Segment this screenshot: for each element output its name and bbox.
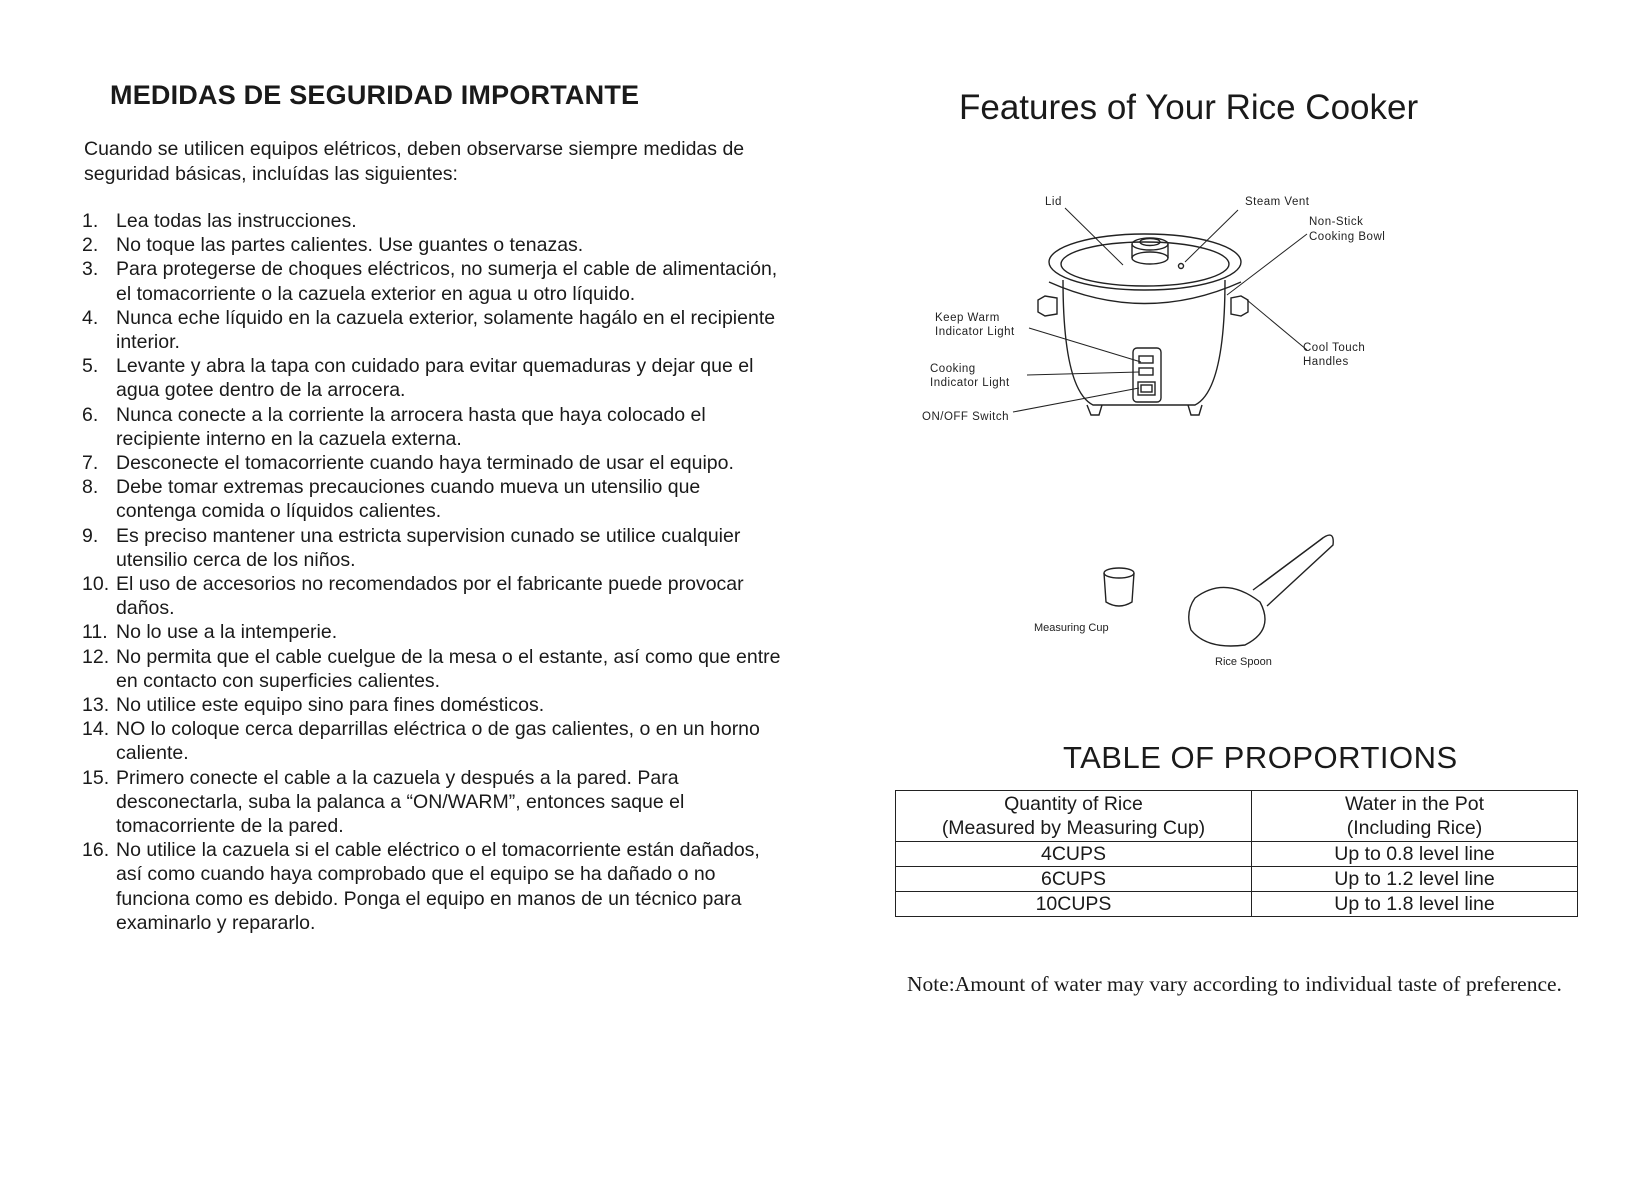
label-rice-spoon: Rice Spoon [1215, 656, 1272, 668]
list-item [82, 209, 782, 233]
list-item-text: NO lo coloque cerca deparrillas eléctrica o de gas calientes, o en un horno caliente. [116, 718, 760, 765]
label-keep-warm-line2: Indicator Light [935, 326, 1015, 338]
list-item [82, 354, 782, 402]
steam-vent [1179, 264, 1184, 269]
rice-spoon [1189, 535, 1333, 646]
list-item-text: Primero conecte el cable a la cazuela y después a la pared. Para desconectarla, suba la palanca a “ON/WARM”, entonces saque el tomacorriente de la pared. [116, 766, 685, 838]
list-item-text: Es preciso mantener una estricta supervision cunado se utilice cualquier utensilio cerca de los niños. [116, 524, 741, 571]
list-item-number: 10. [82, 573, 110, 596]
list-item-text: Para protegerse de choques eléctricos, no sumerja el cable de alimentación, el tomacorriente o la cazuela exterior en agua u otro líquido. [116, 258, 778, 305]
header-quantity-line2: (Measured by Measuring Cup) [941, 817, 1206, 839]
list-item [82, 620, 782, 644]
cell-water: Up to 1.2 level line [1252, 867, 1578, 892]
list-item-text: Levante y abra la tapa con cuidado para evitar quemaduras y dejar que el agua gotee dentro de la arrocera. [116, 355, 754, 402]
list-item-text: Desconecte el tomacorriente cuando haya terminado de usar el equipo. [116, 452, 734, 475]
proportions-table [895, 790, 1578, 917]
header-water-line2: (Including Rice) [1346, 817, 1483, 839]
table-row [896, 842, 1578, 867]
header-water-line1: Water in the Pot [1344, 793, 1485, 815]
handle-right [1231, 296, 1248, 316]
list-item-text: No utilice este equipo sino para fines domésticos. [116, 694, 545, 717]
cell-water: Up to 1.8 level line [1252, 892, 1578, 917]
list-item-number: 16. [82, 839, 110, 862]
list-item [82, 306, 782, 354]
list-item [82, 403, 782, 451]
foot-right [1188, 405, 1202, 415]
list-item-text: No toque las partes calientes. Use guantes o tenazas. [116, 234, 584, 257]
keep-warm-light [1139, 356, 1153, 363]
list-item-number: 1. [82, 210, 99, 232]
table-row [896, 867, 1578, 892]
list-item-number: 11. [82, 621, 108, 644]
cell-water: Up to 0.8 level line [1252, 842, 1578, 867]
table-header-row [896, 791, 1578, 842]
list-item [82, 475, 782, 523]
header-quantity-line1: Quantity of Rice [1004, 793, 1143, 815]
list-item-number: 2. [82, 234, 99, 257]
header-water [1252, 791, 1578, 842]
list-item-text: Nunca eche líquido en la cazuela exterior, solamente hagálo en el recipiente interior. [116, 306, 776, 354]
list-item-number: 13. [82, 694, 110, 717]
list-item-number: 15. [82, 766, 110, 789]
list-item [82, 572, 782, 620]
label-steam-vent: Steam Vent [1245, 196, 1310, 208]
list-item-number: 5. [82, 355, 99, 378]
list-item-number: 4. [82, 306, 99, 329]
label-handles-line1: Cool Touch [1303, 342, 1366, 354]
features-title: Features of Your Rice Cooker [959, 88, 1419, 127]
measuring-cup [1104, 568, 1134, 606]
label-keep-warm-line1: Keep Warm [935, 312, 1000, 324]
list-item [82, 766, 782, 839]
list-item-text: Nunca conecte a la corriente la arrocera hasta que haya colocado el recipiente interno en la cazuela externa. [116, 403, 706, 450]
cell-qty: 6CUPS [896, 867, 1252, 892]
label-switch: ON/OFF Switch [922, 411, 1010, 423]
list-item-text: Debe tomar extremas precauciones cuando mueva un utensilio que contenga comida o líquidos calientes. [116, 476, 701, 523]
list-item [82, 693, 782, 717]
list-item [82, 233, 782, 257]
proportions-title: TABLE OF PROPORTIONS [1063, 740, 1458, 775]
rice-cooker-diagram [895, 0, 1625, 700]
cell-qty: 10CUPS [896, 892, 1252, 917]
list-item-text: No permita que el cable cuelgue de la mesa o el estante, así como que entre en contacto con superficies calientes. [116, 645, 781, 692]
safety-list [82, 209, 782, 935]
label-bowl-line1: Non-Stick [1309, 216, 1364, 228]
list-item [82, 645, 782, 693]
list-item-text: No lo use a la intemperie. [116, 621, 338, 644]
list-item-number: 3. [82, 258, 99, 281]
safety-intro: Cuando se utilicen equipos elétricos, deben observarse siempre medidas de seguridad básicas, incluídas las siguientes: [84, 138, 745, 185]
label-cooking-line1: Cooking [930, 363, 976, 375]
list-item-number: 12. [82, 645, 110, 668]
label-bowl-line2: Cooking Bowl [1309, 231, 1386, 243]
safety-title: MEDIDAS DE SEGURIDAD IMPORTANTE [110, 80, 640, 110]
list-item-number: 6. [82, 403, 99, 426]
features-section [895, 0, 1625, 1193]
lid-knob [1132, 252, 1168, 264]
label-handles-line2: Handles [1303, 356, 1349, 368]
cell-qty: 4CUPS [896, 842, 1252, 867]
list-item-text: Lea todas las instrucciones. [116, 210, 357, 232]
list-item [82, 838, 782, 935]
cooking-light [1139, 368, 1153, 375]
list-item-text: No utilice la cazuela si el cable eléctrico o el tomacorriente están dañados, así como cuando haya comprobado que el equipo se ha dañado o no funciona como es debido. Ponga el equipo en manos de un técnico para examinarlo y repararlo. [116, 839, 760, 934]
foot-left [1087, 405, 1102, 415]
list-item-number: 14. [82, 718, 110, 741]
handle-left [1038, 296, 1057, 316]
label-cooking-line2: Indicator Light [930, 377, 1010, 389]
list-item [82, 451, 782, 475]
label-lid: Lid [1045, 196, 1062, 208]
list-item [82, 524, 782, 572]
label-measuring-cup: Measuring Cup [1034, 622, 1109, 634]
list-item [82, 257, 782, 305]
table-row [896, 892, 1578, 917]
list-item [82, 717, 782, 765]
list-item-number: 7. [82, 452, 99, 475]
safety-section [82, 80, 782, 935]
proportions-note: Note:Amount of water may vary according to individual taste of preference. [907, 971, 1562, 996]
list-item-text: El uso de accesorios no recomendados por el fabricante puede provocar daños. [116, 573, 744, 620]
header-quantity [896, 791, 1252, 842]
cooker-body [1063, 280, 1225, 405]
list-item-number: 8. [82, 476, 99, 499]
list-item-number: 9. [82, 524, 99, 547]
